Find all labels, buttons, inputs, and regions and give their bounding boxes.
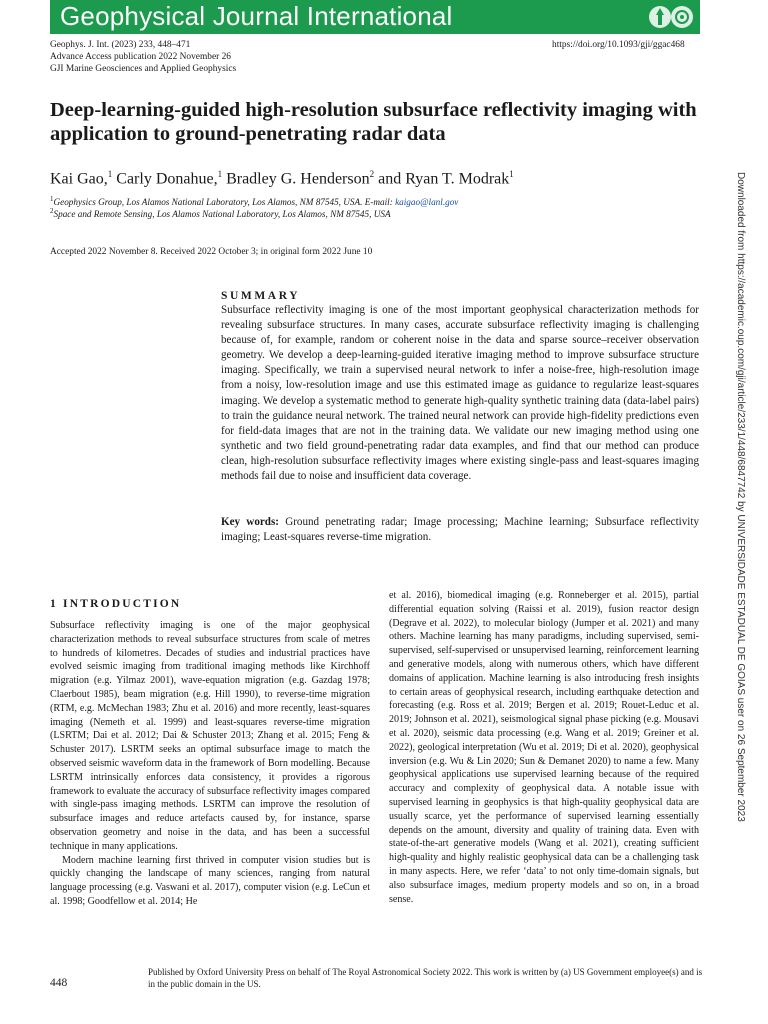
- affiliation: $^2$Space and Remote Sensing, Los Alamos National Laboratory, Los Alamos, NM 87545, USA: [50, 207, 391, 220]
- author[interactable]: Kai Gao,: [50, 170, 108, 188]
- page-number: 448: [50, 977, 68, 989]
- paragraph: et al. 2016), biomedical imaging (e.g. Ronneberger et al. 2015), partial differential equation solving (Raissi et al. 2019), fusion reactor design (Degrave et al. 2022), to molecular biology (Jumper et al. 2021) and many others. Machine learning has many paradigms, including supervised, semi-supervised, self-supervised or unsupervised learning, reinforcement learning and generative models, along with numerous others, which have different domains of application. Machine learning is also introducing fresh insights to certain areas of geophysical research, including earthquake detection and forecasting (e.g. Ross et al. 2019; Bergen et al. 2019; Rouet-Leduc et al. 2019; Johnson et al. 2021), seismological signal phase picking (e.g. Mousavi et al. 2020), seismic data processing (e.g. Wang et al. 2019; Greiner et al. 2022), geological interpretation (Wu et al. 2019; Di et al. 2020), geophysical inversion (e.g. Wu & Lin 2020; Sun & Demanet 2020) to name a few. Many geophysical applications use supervised learning because of the required accuracy and complexity of geophysical data. A notable issue with supervised learning in geophysics is that high-quality geophysical data are usually scarce, yet the performance of supervised learning essentially depends on the amount, diversity and quality of training data. Even with state-of-the-art generative models (Wang et al. 2021), creating sufficient high-quality and highly realistic geophysical data can be a challenging task in many aspects. Here, we refer ‘data’ to not only time-domain signals, but also subsurface images, medium property models and so on, in a broad sense.: [389, 590, 699, 905]
- left-column: [50, 619, 370, 909]
- journal-section: GJI Marine Geosciences and Applied Geophysics: [50, 64, 237, 74]
- download-watermark: Downloaded from https://academic.oup.com/gji/article/233/1/448/6847742 by UNIVERSIDADE ESTADUAL DE GOIAS user on 26 September 2023: [735, 172, 746, 822]
- paragraph: Modern machine learning first thrived in computer vision studies but is quickly changing the landscape of many sciences, ranging from natural language processing (e.g. Vaswani et al. 2017), computer vision (e.g. LeCun et al. 1998; Goodfellow et al. 2014; He: [50, 854, 370, 907]
- received-accepted-dates: Accepted 2022 November 8. Received 2022 October 3; in original form 2022 June 10: [50, 247, 373, 257]
- keywords: [221, 515, 699, 545]
- author-list: Kai Gao,$^1$ Carly Donahue,$^1$ Bradley G. Henderson$^2$ and Ryan T. Modrak$^1$: [50, 169, 514, 188]
- keywords-text: Ground penetrating radar; Image processing; Machine learning; Subsurface reflectivity imaging; Least-squares reverse-time migration.: [221, 516, 699, 544]
- journal-banner: [50, 0, 700, 34]
- section-heading: 1 INTRODUCTION: [50, 598, 182, 610]
- affiliation: $^1$Geophysics Group, Los Alamos National Laboratory, Los Alamos, NM 87545, USA. E-mail: kaigao@lanl.gov: [50, 195, 459, 208]
- article-title: Deep-learning-guided high-resolution subsurface reflectivity imaging with application to ground-penetrating radar data: [50, 99, 697, 145]
- publisher-note: Published by Oxford University Press on behalf of The Royal Astronomical Society 2022. This work is written by (a) US Government employee(s) and is in the public domain in the US.: [148, 967, 703, 989]
- email-link[interactable]: kaigao@lanl.gov: [395, 197, 459, 208]
- author[interactable]: Carly Donahue,: [116, 170, 218, 188]
- author[interactable]: and Ryan T. Modrak: [378, 170, 510, 188]
- right-column: [389, 589, 699, 906]
- society-logos-icon: [648, 3, 694, 31]
- doi-link[interactable]: https://doi.org/10.1093/gji/ggac468: [552, 40, 685, 50]
- summary-section: [221, 289, 699, 484]
- advance-access: Advance Access publication 2022 November 26: [50, 52, 231, 62]
- journal-name: Geophysical Journal International: [60, 1, 453, 31]
- citation: Geophys. J. Int. (2023) 233, 448–471: [50, 40, 191, 50]
- summary-text: Subsurface reflectivity imaging is one of the most important geophysical characterization methods for revealing subsurface structures. In many cases, accurate subsurface reflectivity imaging is challenging because of, for example, random or coherent noise in the data and sparse source–receiver observation geometry. We develop a deep-learning-guided iterative imaging method to improve subsurface structure imaging. Specifically, we train a supervised neural network to infer a noise-free, high-resolution image from a noisy, low-resolution image and use this estimated image as guidance to regularize least-squares imaging. We develop a systematic method to generate high-quality synthetic training data (data-label pairs) to train the guidance neural network. The trained neural network can provide high-fidelity predictions even for field-data images that are not in the training data. We validate our new imaging method using one synthetic and two field ground-penetrating radar data examples, and find that our method can produce clean, high-resolution subsurface reflectivity images where existing single-pass and least-squares imaging methods fail due to noise and insufficient data coverage.: [221, 304, 699, 483]
- citation-block: [50, 39, 236, 75]
- summary-heading: SUMMARY: [221, 290, 301, 302]
- paragraph: Subsurface reflectivity imaging is one of the major geophysical characterization methods to reveal subsurface structures from scale of metres to hundreds of kilometres. Decades of studies and industrial practices have evolved seismic imaging from traditional imaging methods like Kirchhoff migration (e.g. Yilmaz 2001), wave-equation migration (e.g. Gazdag 1978; Claerbout 1985), beam migration (e.g. Hill 1990), to reverse-time migration (RTM, e.g. McMechan 1983; Zhu et al. 2016) and more recently, least-squares imaging (Nemeth et al. 1999) and least-squares reverse-time migration (LSRTM; Dai et al. 2012; Dai & Schuster 2013; Zhang et al. 2015; Feng & Schuster 2017). LSRTM seeks an optimal subsurface image to match the observed seismic waveform data in the framework of Born modelling. Because LSRTM intrinsically enforces data consistency, it provides a rigorous framework to evaluate the accuracy of subsurface reflectivity images compared with single-pass imaging methods. LSRTM can improve the resolution of subsurface images and reduce artefacts caused by, for instance, sparse observation geometry and noise in the data, and has been a successful technique in many applications.: [50, 620, 370, 852]
- keywords-label: Key words:: [221, 516, 279, 528]
- author[interactable]: Bradley G. Henderson: [226, 170, 370, 188]
